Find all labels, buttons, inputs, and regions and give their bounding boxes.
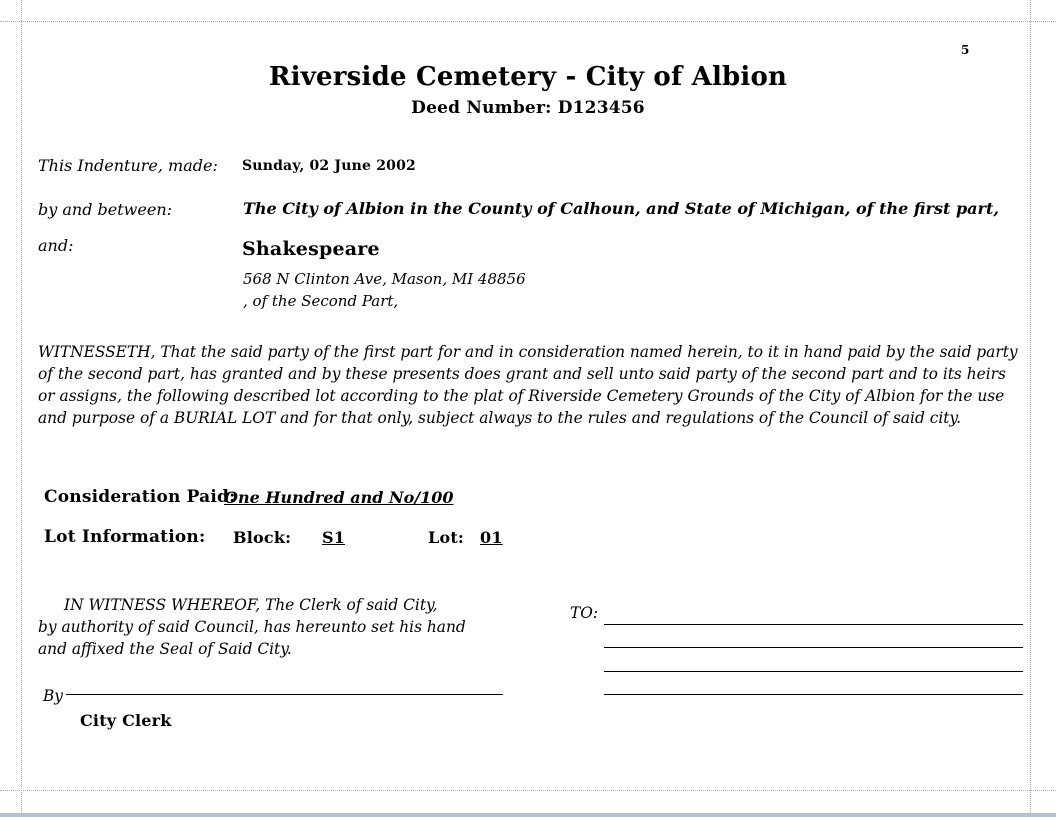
signature-line	[66, 694, 503, 695]
page-number: 5	[961, 43, 970, 57]
consideration-label: Consideration Paid:	[44, 487, 236, 507]
recipient-line	[604, 624, 1023, 625]
indenture-date: Sunday, 02 June 2002	[242, 158, 416, 174]
witness-whereof-line: and affixed the Seal of Said City.	[38, 640, 292, 658]
between-label: by and between:	[38, 200, 173, 219]
window-bottom-edge	[0, 813, 1056, 817]
lot-information-label: Lot Information:	[44, 527, 206, 547]
witnesseth-paragraph: WITNESSETH, That the said party of the first part for and in consideration named herein, to it in hand paid by the said party of the second part, has granted and by these presents does grant and sell unto said party of the second part and to its heirs or assigns, the following described lot according to the plat of Riverside Cemetery Grounds of the City of Albion for the use and purpose of a BURIAL LOT and for that only, subject always to the rules and regulations of the Council of said city.	[38, 343, 1018, 427]
witness-whereof-block	[38, 594, 518, 660]
consideration-value: One Hundred and No/100	[224, 488, 454, 507]
recipient-line	[604, 671, 1023, 672]
first-party-text: The City of Albion in the County of Calhoun, and State of Michigan, of the first part,	[243, 199, 999, 218]
witness-whereof-line: IN WITNESS WHEREOF, The Clerk of said City,	[64, 596, 438, 614]
page-margin-guide-left	[21, 0, 22, 817]
second-party-name: Shakespeare	[242, 238, 380, 260]
by-label: By	[43, 687, 64, 705]
block-value: S1	[322, 528, 346, 547]
lot-value: 01	[480, 528, 503, 547]
lot-label: Lot:	[428, 528, 465, 547]
recipient-line	[604, 647, 1023, 648]
witness-whereof-line: by authority of said Council, has hereunto set his hand	[38, 618, 466, 636]
recipient-line	[604, 694, 1023, 695]
page-margin-guide-bottom	[0, 790, 1056, 791]
page-margin-guide-top	[0, 21, 1056, 22]
block-label: Block:	[233, 528, 292, 547]
second-party-tag: , of the Second Part,	[243, 292, 399, 310]
city-clerk-title: City Clerk	[80, 711, 172, 730]
deed-number: Deed Number: D123456	[411, 98, 645, 118]
to-label: TO:	[570, 604, 599, 622]
page-margin-guide-right	[1030, 0, 1031, 817]
and-label: and:	[38, 236, 74, 255]
second-party-address: 568 N Clinton Ave, Mason, MI 48856	[243, 270, 526, 288]
document-title: Riverside Cemetery - City of Albion	[268, 62, 788, 92]
indenture-label: This Indenture, made:	[38, 156, 218, 175]
